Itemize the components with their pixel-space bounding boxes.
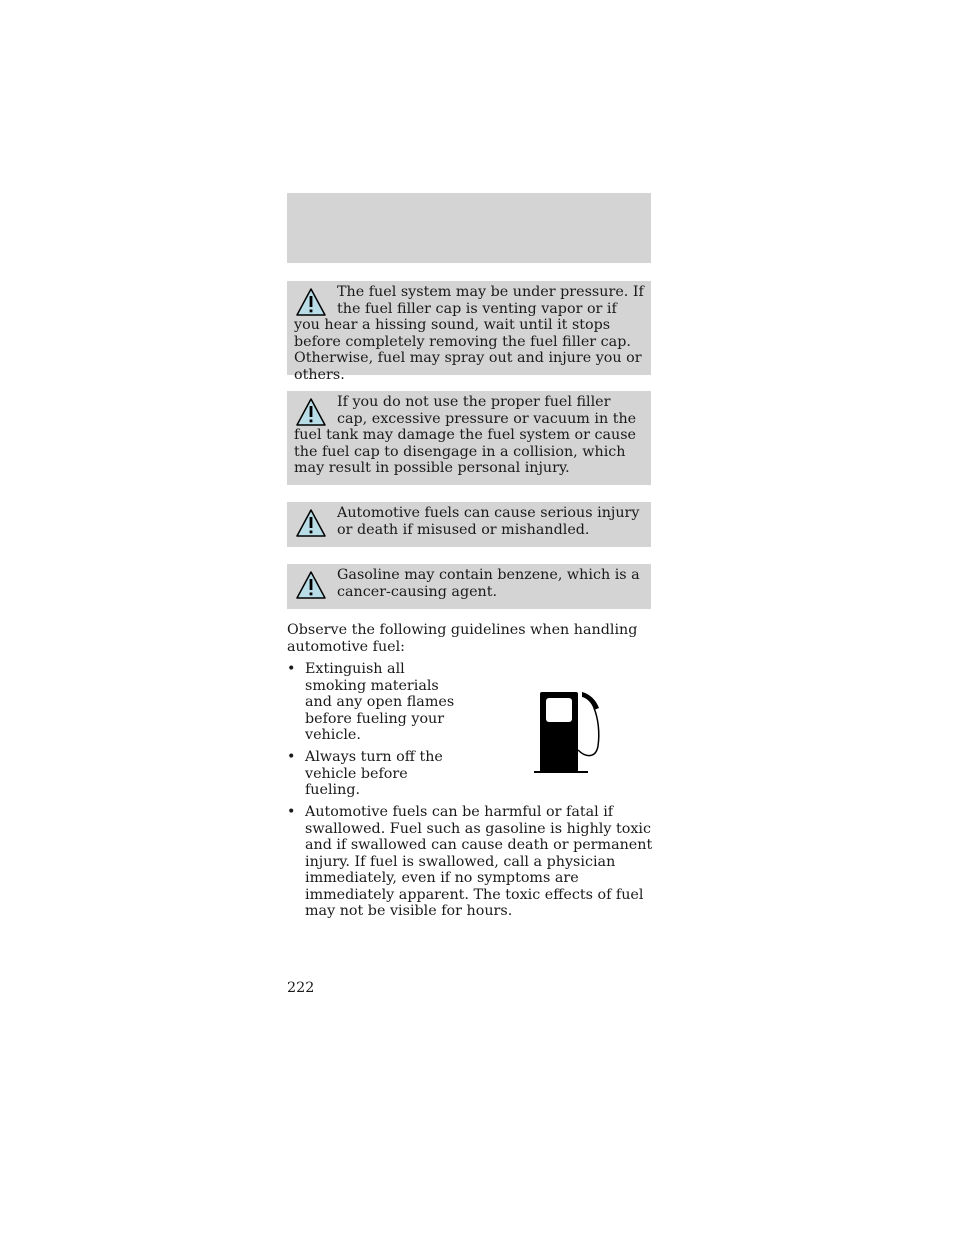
page-number: 222 xyxy=(287,980,315,996)
warning-text: Automotive fuels can cause serious injury or death if misused or mishandled. xyxy=(337,505,640,538)
warning-text: If you do not use the proper fuel filler cap, excessive pressure or vacuum in the fuel tank may damage the fuel system or cause the fuel cap to disengage in a collision, which may result in possible personal injury. xyxy=(294,394,637,476)
warning-text: Gasoline may contain benzene, which is a cancer-causing agent. xyxy=(337,567,640,600)
warning-box-benzene xyxy=(287,564,651,609)
warning-box-filler-cap xyxy=(287,391,651,485)
fuel-pump-icon xyxy=(532,688,608,776)
bullet-text: Always turn off the vehicle before fueling. xyxy=(305,749,443,798)
bullet-symbol: • xyxy=(287,804,296,820)
bullet-text: Extinguish all smoking materials and any open flames before fueling your vehicle. xyxy=(305,661,455,743)
bullet-text: Automotive fuels can be harmful or fatal if swallowed. Fuel such as gasoline is highly toxic and if swallowed can cause death or permanent injury. If fuel is swallowed, call a physician immediately, even if no symptoms are immediately apparent. The toxic effects of fuel may not be visible for hours. xyxy=(305,804,653,919)
bullet-symbol: • xyxy=(287,661,296,677)
warning-box-pressure xyxy=(287,281,651,383)
warning-triangle-icon xyxy=(295,287,327,317)
bullet-item xyxy=(287,661,457,744)
intro-paragraph: Observe the following guidelines when handling automotive fuel: xyxy=(287,622,638,655)
bullet-item xyxy=(287,749,457,799)
warning-triangle-icon xyxy=(295,508,327,538)
bullet-item xyxy=(287,804,655,920)
warning-triangle-icon xyxy=(295,570,327,600)
bullet-symbol: • xyxy=(287,749,296,765)
section-header-band xyxy=(287,193,651,263)
warning-box-fuel-injury xyxy=(287,502,651,547)
warning-triangle-icon xyxy=(295,397,327,427)
warning-text: The fuel system may be under pressure. If the fuel filler cap is venting vapor or if you hear a hissing sound, wait until it stops before completely removing the fuel filler cap. Otherwise, fuel may spray out and injure you or others. xyxy=(294,284,644,383)
